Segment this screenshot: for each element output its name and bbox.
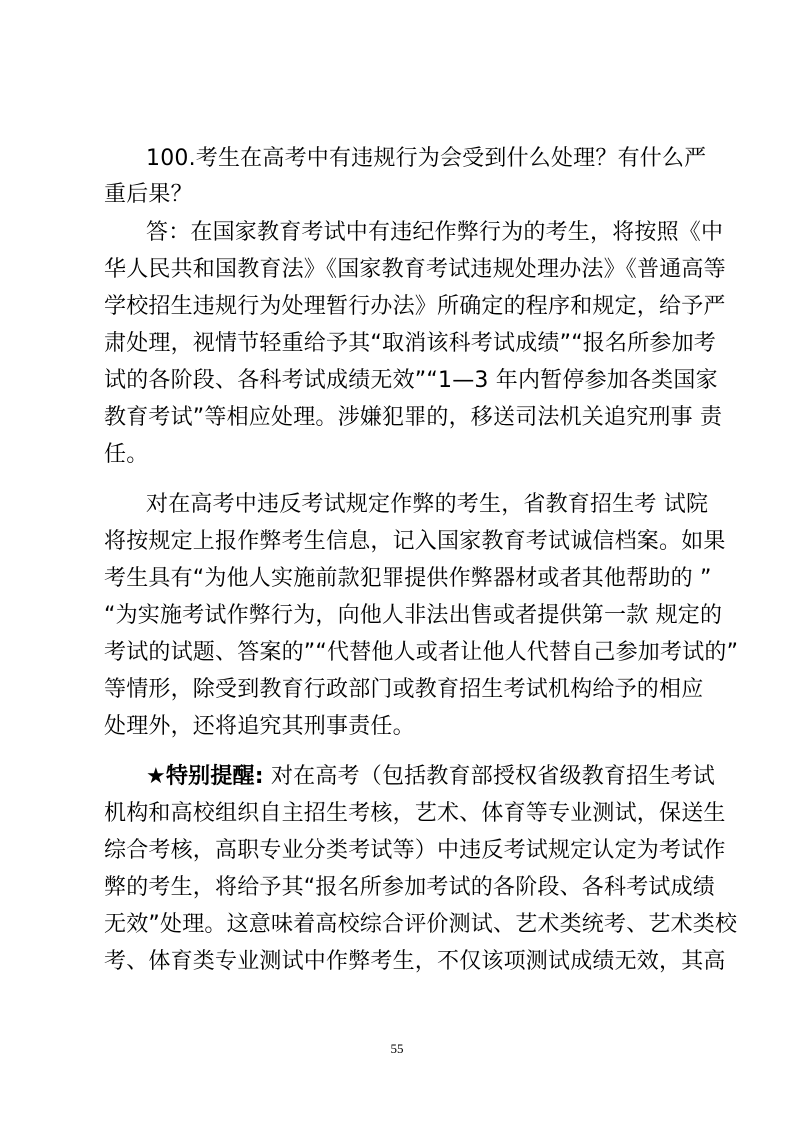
page-number: 55 [390,1041,404,1056]
reminder-line: 考、体育类专业测试中作弊考生，不仅该项测试成绩无效，其高 [104,949,726,974]
paragraph-2-line: 对在高考中违反考试规定作弊的考生，省教育招生考 试院 [146,492,709,517]
answer-line: 答：在国家教育考试中有违纪作弊行为的考生，将按照《中 [146,220,724,245]
paragraph-2-line: 处理外，还将追究其刑事责任。 [104,714,415,739]
question-heading-line-1: 100.考生在高考中有违规行为会受到什么处理？有什么严 [146,146,707,171]
star-icon: ★ [146,764,166,789]
answer-line: 任。 [104,442,149,467]
reminder-text: 对在高考（包括教育部授权省级教育招生考试 [263,764,715,789]
answer-line: 肃处理，视情节轻重给予其“取消该科考试成绩”“报名所参加考 [104,331,716,356]
paragraph-2-line: 将按规定上报作弊考生信息，记入国家教育考试诚信档案。如果 [104,529,726,554]
paragraph-2-line: 等情形，除受到教育行政部门或教育招生考试机构给予的相应 [104,677,704,702]
answer-line: 华人民共和国教育法》《国家教育考试违规处理办法》《普通高等 [104,257,726,282]
reminder-first-line [146,762,715,792]
answer-line: 学校招生违规行为处理暂行办法》所确定的程序和规定，给予严 [104,294,726,319]
answer-line: 教育考试”等相应处理。涉嫌犯罪的，移送司法机关追究刑事 责 [104,405,723,430]
paragraph-2-line: “为实施考试作弊行为，向他人非法出售或者提供第一款 规定的 [104,603,723,628]
answer-line: 试的各阶段、各科考试成绩无效”“1—3 年内暂停参加各类国家 [104,368,718,393]
reminder-label: 特别提醒: [165,764,264,789]
reminder-line: 无效”处理。这意味着高校综合评价测试、艺术类统考、艺术类校 [104,912,738,937]
reminder-line: 综合考核，高职专业分类考试等）中违反考试规定认定为考试作 [104,838,726,863]
paragraph-2-line: 考生具有“为他人实施前款犯罪提供作弊器材或者其他帮助的 ” [104,566,712,591]
reminder-line: 弊的考生，将给予其“报名所参加考试的各阶段、各科考试成绩 [104,875,715,900]
reminder-line: 机构和高校组织自主招生考核，艺术、体育等专业测试，保送生 [104,801,726,826]
question-heading-line-2: 重后果？ [104,182,193,207]
paragraph-2-line: 考试的试题、答案的”“代替他人或者让他人代替自己参加考试的” [104,640,739,665]
